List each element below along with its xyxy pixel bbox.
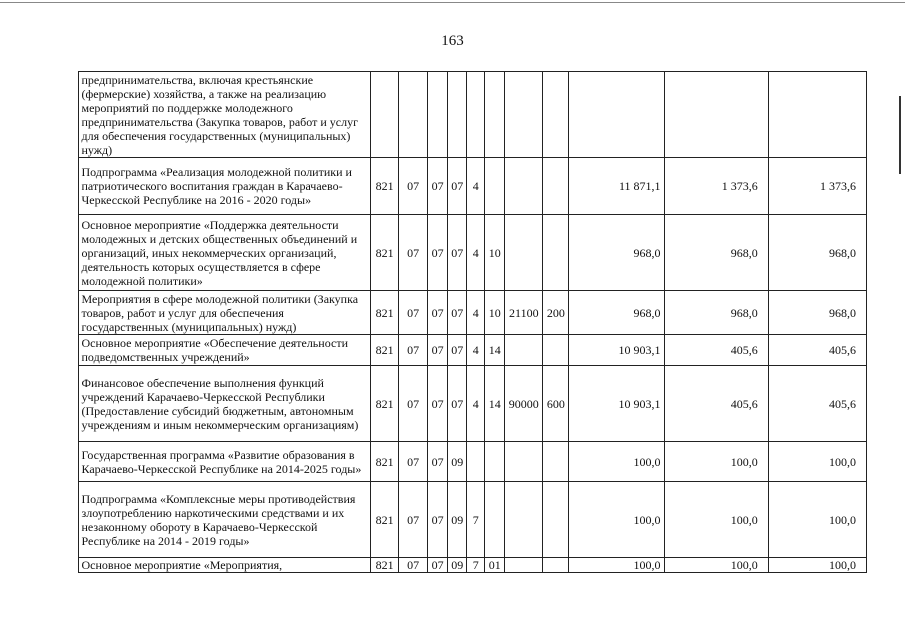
expense-type-code: 600 [543,366,569,442]
subprogram-code: 4 [467,335,485,366]
row-name: Основное мероприятие «Мероприятия, [78,558,371,573]
event-code [485,482,505,558]
admin-code: 821 [371,366,399,442]
event-code: 14 [485,366,505,442]
table-row [70,72,867,158]
sum-2017: 100,0 [569,482,664,558]
subsection-code [428,72,448,158]
sum-2017: 11 871,1 [569,158,664,215]
expense-type-code [543,335,569,366]
row-margin [70,442,78,482]
sum-2018 [664,72,768,158]
table-row [70,558,867,573]
subprogram-code: 4 [467,366,485,442]
program-code [448,72,467,158]
row-name: Финансовое обеспечение выполнения функций учреждений Карачаево-Черкесской Республики (Предоставление субсидий бюджетным, автономным учреждениям и иным некоммерческим организациям) [78,366,371,442]
direction-code [505,482,543,558]
subprogram-code: 4 [467,158,485,215]
sum-2019: 1 373,6 [768,158,866,215]
sum-2018: 405,6 [664,335,768,366]
row-margin [70,158,78,215]
section-code: 07 [399,215,428,291]
sum-2019: 100,0 [768,442,866,482]
subsection-code: 07 [428,482,448,558]
sum-2018: 1 373,6 [664,158,768,215]
subsection-code: 07 [428,442,448,482]
sum-2019: 968,0 [768,291,866,335]
program-code: 07 [448,215,467,291]
subprogram-code [467,72,485,158]
program-code: 07 [448,291,467,335]
subprogram-code [467,442,485,482]
direction-code [505,442,543,482]
table-row [70,482,867,558]
row-margin [70,482,78,558]
table-row [70,366,867,442]
sum-2018: 405,6 [664,366,768,442]
section-code: 07 [399,291,428,335]
section-code [399,72,428,158]
table-row [70,335,867,366]
table-row [70,158,867,215]
program-code: 09 [448,442,467,482]
sum-2017: 10 903,1 [569,335,664,366]
event-code [485,72,505,158]
expense-type-code [543,158,569,215]
sum-2017: 10 903,1 [569,366,664,442]
sum-2018: 100,0 [664,442,768,482]
sum-2019: 405,6 [768,366,866,442]
table-row [70,215,867,291]
section-code: 07 [399,482,428,558]
admin-code: 821 [371,215,399,291]
subprogram-code: 4 [467,291,485,335]
section-code: 07 [399,366,428,442]
program-code: 07 [448,366,467,442]
row-name: Мероприятия в сфере молодежной политики (Закупка товаров, работ и услуг для обеспечения государственных (муниципальных) нужд) [78,291,371,335]
page-top-rule [0,2,905,3]
row-name: предпринимательства, включая крестьянские (фермерские) хозяйства, а также на реализацию мероприятий по поддержке молодежного предпринимательства (Закупка товаров, работ и услуг для обеспечения государственных (муниципальных) нужд) [78,72,371,158]
row-name: Подпрограмма «Комплексные меры противодействия злоупотреблению наркотическими средствами и их незаконному обороту в Карачаево-Черкесской Республике на 2014 - 2019 годы» [78,482,371,558]
direction-code [505,215,543,291]
budget-table-body [70,72,867,573]
row-name: Подпрограмма «Реализация молодежной политики и патриотического воспитания граждан в Карачаево-Черкесской Республике на 2016 - 2020 годы» [78,158,371,215]
sum-2017 [569,72,664,158]
row-margin [70,558,78,573]
sum-2018: 968,0 [664,291,768,335]
admin-code: 821 [371,558,399,573]
sum-2018: 100,0 [664,558,768,573]
row-margin [70,335,78,366]
program-code: 07 [448,335,467,366]
event-code [485,442,505,482]
right-edge-mark [899,96,901,174]
expense-type-code [543,482,569,558]
program-code: 09 [448,482,467,558]
section-code: 07 [399,158,428,215]
direction-code [505,335,543,366]
sum-2019: 968,0 [768,215,866,291]
admin-code: 821 [371,442,399,482]
admin-code: 821 [371,291,399,335]
event-code: 10 [485,291,505,335]
sum-2017: 100,0 [569,442,664,482]
expense-type-code [543,558,569,573]
sum-2019: 100,0 [768,558,866,573]
direction-code [505,72,543,158]
section-code: 07 [399,335,428,366]
admin-code [371,72,399,158]
admin-code: 821 [371,482,399,558]
subsection-code: 07 [428,335,448,366]
table-row [70,442,867,482]
sum-2017: 968,0 [569,291,664,335]
subprogram-code: 7 [467,558,485,573]
sum-2018: 968,0 [664,215,768,291]
direction-code: 90000 [505,366,543,442]
admin-code: 821 [371,158,399,215]
direction-code: 21100 [505,291,543,335]
row-margin [70,366,78,442]
row-name: Основное мероприятие «Поддержка деятельности молодежных и детских общественных объединений и организаций, иных некоммерческих организаций, деятельность которых осуществляется в сфере молодежной политики» [78,215,371,291]
row-name: Основное мероприятие «Обеспечение деятельности подведомственных учреждений» [78,335,371,366]
expense-type-code: 200 [543,291,569,335]
subsection-code: 07 [428,158,448,215]
sum-2018: 100,0 [664,482,768,558]
sum-2017: 968,0 [569,215,664,291]
row-margin [70,291,78,335]
budget-table [70,71,867,573]
page-number: 163 [441,33,464,49]
subsection-code: 07 [428,291,448,335]
subprogram-code: 7 [467,482,485,558]
sum-2017: 100,0 [569,558,664,573]
program-code: 07 [448,158,467,215]
program-code: 09 [448,558,467,573]
event-code [485,158,505,215]
event-code: 01 [485,558,505,573]
subprogram-code: 4 [467,215,485,291]
subsection-code: 07 [428,558,448,573]
section-code: 07 [399,558,428,573]
admin-code: 821 [371,335,399,366]
event-code: 14 [485,335,505,366]
event-code: 10 [485,215,505,291]
expense-type-code [543,72,569,158]
table-row [70,291,867,335]
expense-type-code [543,442,569,482]
sum-2019 [768,72,866,158]
subsection-code: 07 [428,366,448,442]
section-code: 07 [399,442,428,482]
expense-type-code [543,215,569,291]
row-margin [70,72,78,158]
row-margin [70,215,78,291]
direction-code [505,158,543,215]
sum-2019: 405,6 [768,335,866,366]
sum-2019: 100,0 [768,482,866,558]
subsection-code: 07 [428,215,448,291]
direction-code [505,558,543,573]
row-name: Государственная программа «Развитие образования в Карачаево-Черкесской Республике на 2014-2025 годы» [78,442,371,482]
